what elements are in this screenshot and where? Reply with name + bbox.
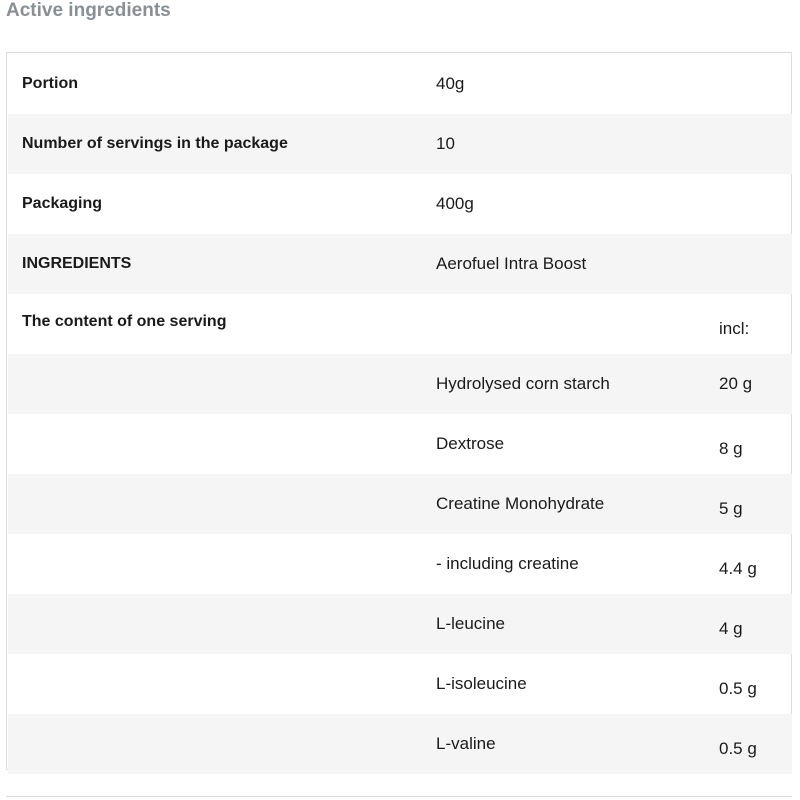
row-value: L-isoleucine: [436, 674, 527, 693]
table-row: [8, 294, 792, 354]
divider: [6, 796, 792, 797]
row-amount: [719, 234, 789, 294]
row-amount: incl:: [719, 319, 750, 338]
row-amount: [719, 54, 789, 114]
row-amount: 20 g: [719, 374, 753, 393]
table-row: [8, 654, 792, 714]
row-label: [22, 714, 422, 774]
row-label: [22, 414, 422, 474]
row-amount: 0.5 g: [719, 739, 757, 758]
row-label: Number of servings in the package: [22, 135, 288, 152]
ingredients-panel: [6, 52, 792, 770]
table-row: [8, 354, 792, 414]
table-row: [8, 714, 792, 774]
ingredients-table: [8, 54, 792, 774]
row-amount: 4.4 g: [719, 559, 757, 578]
row-value: L-valine: [436, 734, 496, 753]
row-amount: 8 g: [719, 439, 743, 458]
row-value: L-leucine: [436, 614, 505, 633]
row-value: Creatine Monohydrate: [436, 494, 605, 513]
row-amount: 5 g: [719, 499, 743, 518]
row-label: The content of one serving: [22, 313, 227, 330]
row-label: Portion: [22, 75, 78, 92]
row-amount: [719, 174, 789, 234]
row-value: - including creatine: [436, 554, 579, 573]
row-amount: 0.5 g: [719, 679, 757, 698]
row-amount: [719, 114, 789, 174]
row-value: Dextrose: [436, 434, 505, 453]
row-label: [22, 654, 422, 714]
table-row: [8, 414, 792, 474]
table-row: [8, 594, 792, 654]
row-value: Hydrolysed corn starch: [436, 374, 610, 393]
row-value: 400g: [436, 194, 474, 213]
row-label: Packaging: [22, 195, 103, 212]
row-value: [436, 294, 706, 354]
table-row: [8, 234, 792, 294]
row-value: 40g: [436, 74, 465, 93]
table-row: [8, 534, 792, 594]
table-row: [8, 174, 792, 234]
row-label: [22, 354, 422, 414]
row-label: [22, 534, 422, 594]
table-row: [8, 54, 792, 114]
section-title: Active ingredients: [6, 0, 171, 21]
row-amount: 4 g: [719, 619, 743, 638]
row-label: INGREDIENTS: [22, 255, 132, 272]
row-value: Aerofuel Intra Boost: [436, 254, 587, 273]
row-value: 10: [436, 134, 455, 153]
table-row: [8, 474, 792, 534]
row-label: [22, 474, 422, 534]
table-row: [8, 114, 792, 174]
row-label: [22, 594, 422, 654]
